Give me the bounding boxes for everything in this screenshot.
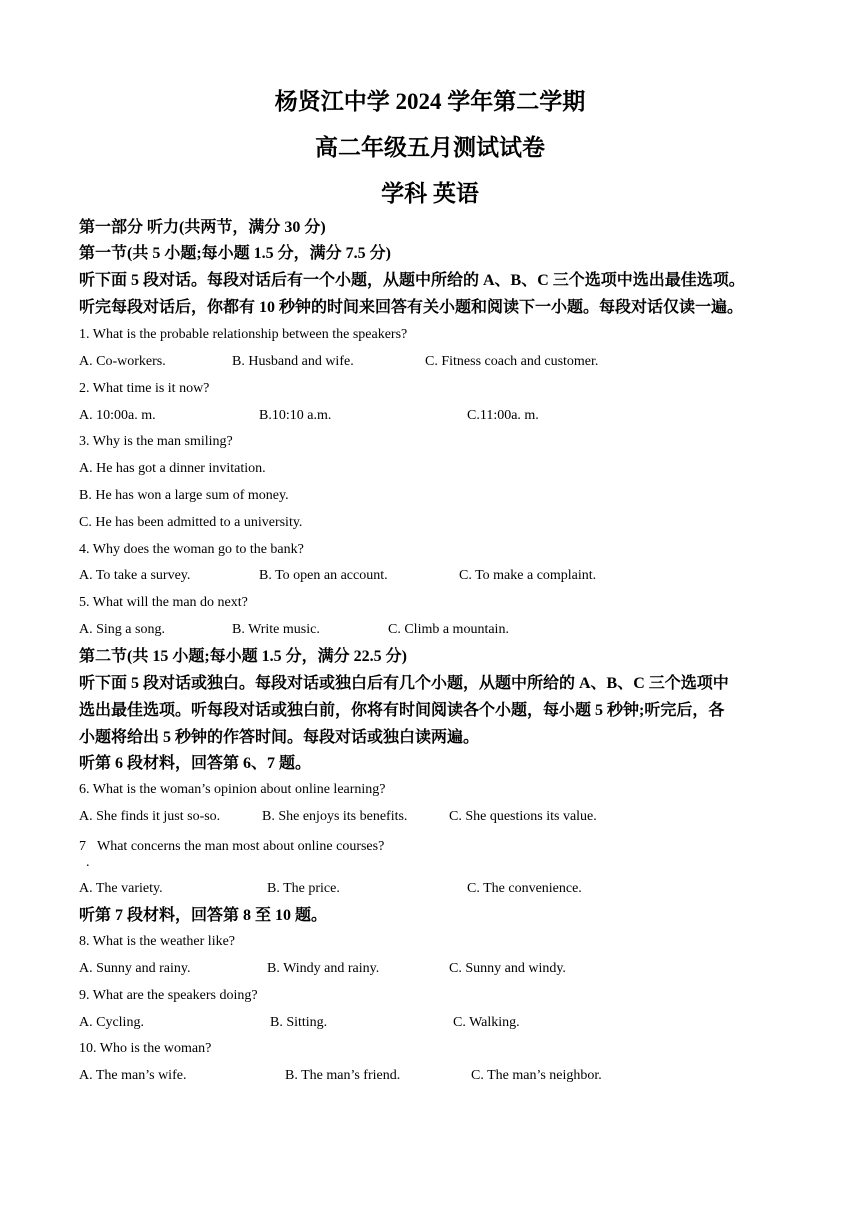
question-6-stem: 6. What is the woman’s opinion about online learning? (79, 782, 386, 797)
question-2-option-c: C.11:00a. m. (467, 408, 539, 423)
question-1-option-b: B. Husband and wife. (232, 354, 354, 369)
question-10-stem: 10. Who is the woman? (79, 1041, 212, 1056)
question-7-option-a: A. The variety. (79, 881, 163, 896)
question-8-option-b: B. Windy and rainy. (267, 961, 380, 976)
material-7-heading: 听第 7 段材料，回答第 8 至 10 题。 (79, 907, 328, 924)
exam-title: 杨贤江中学 2024 学年第二学期 (274, 89, 586, 114)
question-7-number: 7 (79, 839, 86, 854)
question-3-stem: 3. Why is the man smiling? (79, 434, 233, 449)
question-10-option-a: A. The man’s wife. (79, 1068, 187, 1083)
question-2-stem: 2. What time is it now? (79, 381, 210, 396)
question-6-option-c: C. She questions its value. (449, 809, 597, 824)
question-3-option-b: B. He has won a large sum of money. (79, 488, 289, 503)
question-8-stem: 8. What is the weather like? (79, 934, 236, 949)
question-6-option-a: A. She finds it just so-so. (79, 809, 221, 824)
subject-title: 学科 英语 (381, 181, 479, 206)
question-9-option-a: A. Cycling. (79, 1015, 144, 1030)
section2-heading: 第二节(共 15 小题;每小题 1.5 分，满分 22.5 分) (79, 648, 407, 665)
question-5-option-b: B. Write music. (232, 622, 320, 637)
question-1-stem: 1. What is the probable relationship between the speakers? (79, 327, 408, 342)
question-2-option-b: B.10:10 a.m. (259, 408, 332, 423)
question-7-option-b: B. The price. (267, 881, 340, 896)
section2-instruction-3: 小题将给出 5 秒钟的作答时间。每段对话或独白读两遍。 (79, 729, 480, 746)
part1-heading: 第一部分 听力(共两节，满分 30 分) (79, 219, 326, 236)
section2-instruction-2: 选出最佳选项。听每段对话或独白前，你将有时间阅读各个小题，每小题 5 秒钟;听完后，各 (79, 702, 725, 719)
question-9-stem: 9. What are the speakers doing? (79, 988, 258, 1003)
question-5-option-c: C. Climb a mountain. (388, 622, 509, 637)
question-4-stem: 4. Why does the woman go to the bank? (79, 542, 304, 557)
question-8-option-a: A. Sunny and rainy. (79, 961, 191, 976)
question-7-stem: What concerns the man most about online courses? (97, 839, 385, 854)
section1-heading: 第一节(共 5 小题;每小题 1.5 分，满分 7.5 分) (79, 245, 391, 262)
question-7-dot: . (86, 855, 90, 870)
material-6-heading: 听第 6 段材料，回答第 6、7 题。 (79, 755, 312, 772)
question-4-option-a: A. To take a survey. (79, 568, 191, 583)
question-2-option-a: A. 10:00a. m. (79, 408, 156, 423)
question-5-stem: 5. What will the man do next? (79, 595, 248, 610)
section2-instruction-1: 听下面 5 段对话或独白。每段对话或独白后有几个小题，从题中所给的 A、B、C 三个选项中 (79, 675, 729, 692)
question-3-option-a: A. He has got a dinner invitation. (79, 461, 266, 476)
question-10-option-b: B. The man’s friend. (285, 1068, 401, 1083)
question-5-option-a: A. Sing a song. (79, 622, 165, 637)
question-9-option-b: B. Sitting. (270, 1015, 328, 1030)
question-4-option-b: B. To open an account. (259, 568, 388, 583)
question-8-option-c: C. Sunny and windy. (449, 961, 566, 976)
question-4-option-c: C. To make a complaint. (459, 568, 597, 583)
question-6-option-b: B. She enjoys its benefits. (262, 809, 408, 824)
section1-instruction-2: 听完每段对话后，你都有 10 秒钟的时间来回答有关小题和阅读下一小题。每段对话仅读一遍。 (79, 299, 744, 316)
question-10-option-c: C. The man’s neighbor. (471, 1068, 602, 1083)
question-3-option-c: C. He has been admitted to a university. (79, 515, 303, 530)
question-9-option-c: C. Walking. (453, 1015, 520, 1030)
section1-instruction-1: 听下面 5 段对话。每段对话后有一个小题，从题中所给的 A、B、C 三个选项中选出最佳选项。 (79, 272, 745, 289)
question-7-option-c: C. The convenience. (467, 881, 582, 896)
question-1-option-c: C. Fitness coach and customer. (425, 354, 599, 369)
question-1-option-a: A. Co-workers. (79, 354, 166, 369)
exam-subtitle: 高二年级五月测试试卷 (315, 135, 545, 160)
